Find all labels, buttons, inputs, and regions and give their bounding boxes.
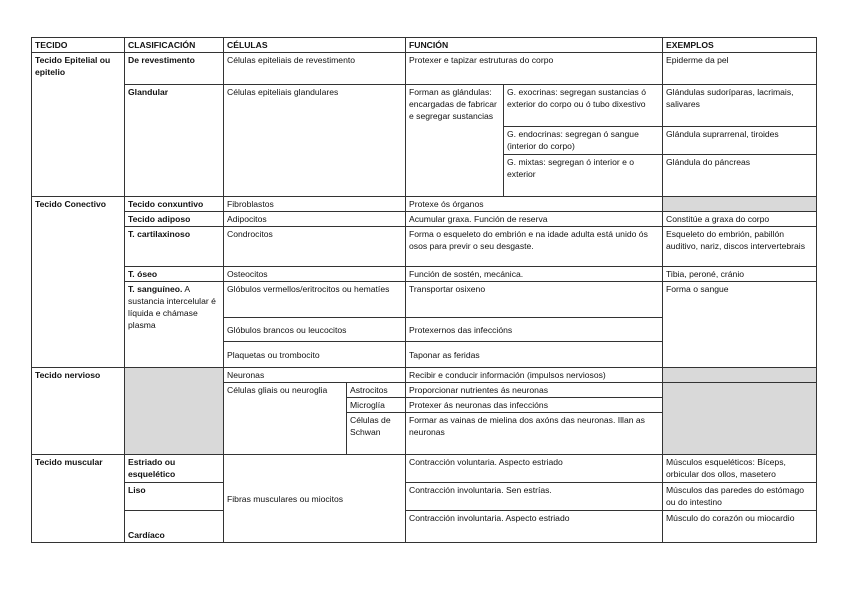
ex-revestimento: Epiderme da pel <box>663 53 817 85</box>
clas-estriado: Estriado ou esquelético <box>125 455 224 483</box>
ex-adiposo: Constitúe a graxa do corpo <box>663 212 817 227</box>
clas-sanguineo-desc: A sustancia intercelular é líquida e chámase plasma <box>128 284 216 330</box>
func-revestimento: Protexer e tapizar estruturas do corpo <box>406 53 663 85</box>
func-astrocitos: Proporcionar nutrientes ás neuronas <box>406 383 663 398</box>
tissue-conectivo: Tecido Conectivo <box>32 197 125 368</box>
func-cardiaco: Contracción involuntaria. Aspecto estriado <box>406 511 663 543</box>
table-row <box>32 212 817 227</box>
table-row <box>32 483 817 511</box>
clas-glandular: Glandular <box>125 85 224 197</box>
ex-oseo: Tibia, peroné, cránio <box>663 267 817 282</box>
ex-cartilaxinoso: Esqueleto do embrión, pabillón auditivo, nariz, discos intervertebrais <box>663 227 817 267</box>
glia-microglia: Microglía <box>347 398 406 413</box>
clas-liso: Liso <box>125 483 224 511</box>
clas-revestimento: De revestimento <box>125 53 224 85</box>
func-cartilaxinoso: Forma o esqueleto do embrión e na idade adulta está unido ós osos para previr o seu desgaste. <box>406 227 663 267</box>
table-row <box>32 455 817 483</box>
table-row <box>32 267 817 282</box>
func-eritrocitos: Transportar osixeno <box>406 282 663 318</box>
clas-sanguineo <box>125 282 224 368</box>
header-funcion: FUNCIÓN <box>406 38 663 53</box>
header-celulas: CÉLULAS <box>224 38 406 53</box>
header-row <box>32 38 817 53</box>
ex-exocrinas: Glándulas sudoríparas, lacrimais, salivares <box>663 85 817 127</box>
clas-nervioso-empty <box>125 368 224 455</box>
cel-revestimento: Células epiteliais de revestimento <box>224 53 406 85</box>
func-exocrinas: G. exocrinas: segregan sustancias ó exterior do corpo ou ó tubo dixestivo <box>504 85 663 127</box>
func-oseo: Función de sostén, mecánica. <box>406 267 663 282</box>
header-clasificacion: CLASIFICACIÓN <box>125 38 224 53</box>
cel-miocitos: Fibras musculares ou miocitos <box>224 455 406 543</box>
header-tecido: TECIDO <box>32 38 125 53</box>
cel-oseo: Osteocitos <box>224 267 406 282</box>
glia-schwan: Células de Schwan <box>347 413 406 455</box>
func-leucocitos: Protexernos das infeccións <box>406 318 663 342</box>
table-row <box>32 197 817 212</box>
header-exemplos: EXEMPLOS <box>663 38 817 53</box>
ex-estriado: Músculos esqueléticos: Bíceps, orbicular dos ollos, masetero <box>663 455 817 483</box>
func-estriado: Contracción voluntaria. Aspecto estriado <box>406 455 663 483</box>
cel-glia: Células gliais ou neuroglia <box>224 383 347 455</box>
func-glandular: Forman as glándulas: encargadas de fabricar e segregar sustancias <box>406 85 504 197</box>
ex-conxuntivo-empty <box>663 197 817 212</box>
func-microglia: Protexer ás neuronas das infeccións <box>406 398 663 413</box>
table-row <box>32 282 817 318</box>
func-liso: Contracción involuntaria. Sen estrías. <box>406 483 663 511</box>
clas-adiposo: Tecido adiposo <box>125 212 224 227</box>
ex-glia-empty <box>663 383 817 455</box>
clas-oseo: T. óseo <box>125 267 224 282</box>
cel-leucocitos: Glóbulos brancos ou leucocitos <box>224 318 406 342</box>
tissue-nervioso: Tecido nervioso <box>32 368 125 455</box>
tissue-epitelial: Tecido Epitelial ou epitelio <box>32 53 125 197</box>
cel-cartilaxinoso: Condrocitos <box>224 227 406 267</box>
clas-conxuntivo: Tecido conxuntivo <box>125 197 224 212</box>
tissue-table <box>31 37 817 543</box>
cel-adiposo: Adipocitos <box>224 212 406 227</box>
table-row <box>32 368 817 383</box>
ex-endocrinas: Glándula suprarrenal, tiroides <box>663 127 817 155</box>
func-neuronas: Recibir e conducir información (impulsos nerviosos) <box>406 368 663 383</box>
tissue-muscular: Tecido muscular <box>32 455 125 543</box>
table-row <box>32 227 817 267</box>
glia-astrocitos: Astrocitos <box>347 383 406 398</box>
func-schwan: Formar as vainas de mielina dos axóns das neuronas. Illan as neuronas <box>406 413 663 455</box>
ex-cardiaco: Músculo do corazón ou miocardio <box>663 511 817 543</box>
clas-cartilaxinoso: T. cartilaxinoso <box>125 227 224 267</box>
func-endocrinas: G. endocrinas: segregan ó sangue (interior do corpo) <box>504 127 663 155</box>
cel-eritrocitos: Glóbulos vermellos/eritrocitos ou hematíes <box>224 282 406 318</box>
clas-sanguineo-title: T. sanguíneo. <box>128 284 183 294</box>
ex-liso: Músculos das paredes do estómago ou do intestino <box>663 483 817 511</box>
ex-sanguineo: Forma o sangue <box>663 282 817 368</box>
func-plaquetas: Taponar as feridas <box>406 342 663 368</box>
table-row <box>32 85 817 127</box>
cel-conxuntivo: Fibroblastos <box>224 197 406 212</box>
cel-neuronas: Neuronas <box>224 368 406 383</box>
table-row <box>32 53 817 85</box>
clas-cardiaco: Cardíaco <box>125 511 224 543</box>
ex-mixtas: Glándula do páncreas <box>663 155 817 197</box>
func-conxuntivo: Protexe ós órganos <box>406 197 663 212</box>
cel-plaquetas: Plaquetas ou trombocito <box>224 342 406 368</box>
ex-neuronas-empty <box>663 368 817 383</box>
func-mixtas: G. mixtas: segregan ó interior e o exterior <box>504 155 663 197</box>
table-row <box>32 511 817 543</box>
cel-glandular: Células epiteliais glandulares <box>224 85 406 197</box>
func-adiposo: Acumular graxa. Función de reserva <box>406 212 663 227</box>
